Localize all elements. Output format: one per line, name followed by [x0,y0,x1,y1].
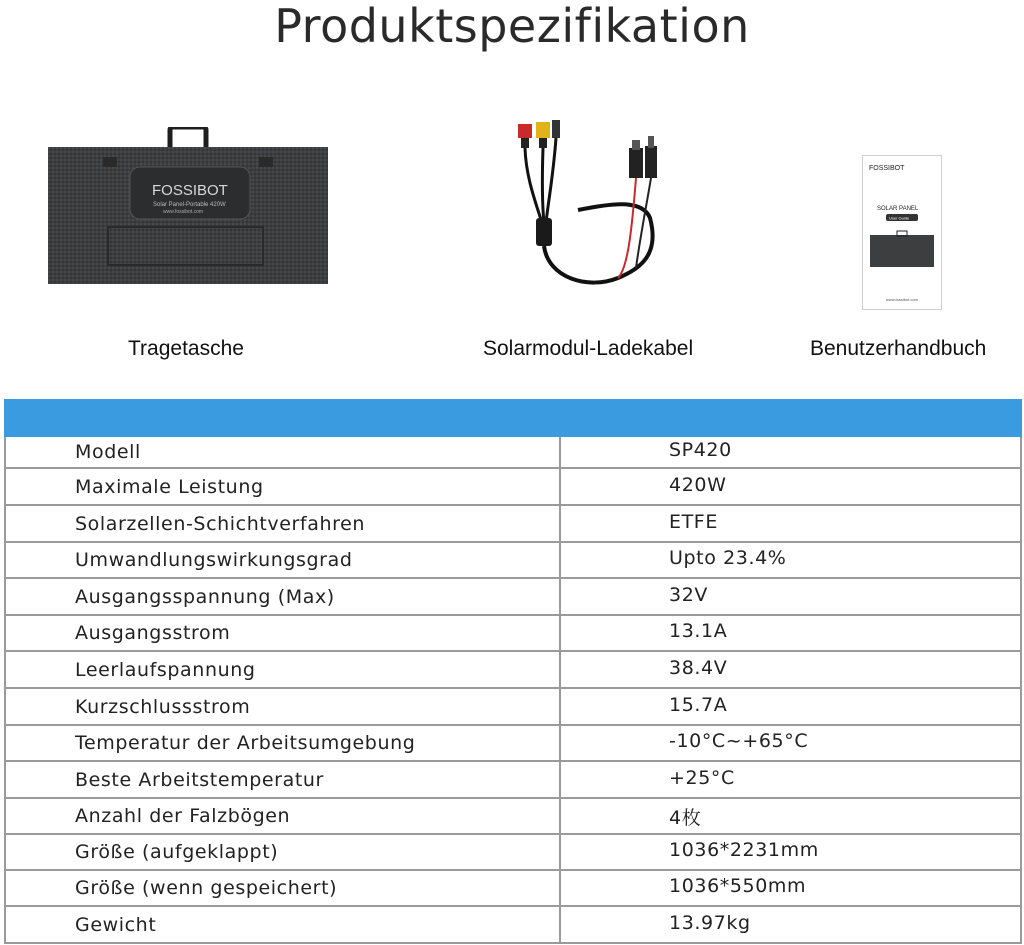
spec-row [4,726,1022,762]
spec-label: Ausgangsspannung (Max) [75,585,335,608]
spec-label: Kurzschlussstrom [75,695,251,718]
spec-value: 4枚 [669,807,702,829]
label-carry-bag: Tragetasche [128,337,244,360]
spec-row [4,437,1022,469]
spec-label: Solarzellen-Schichtverfahren [75,512,366,535]
spec-row [4,543,1022,579]
spec-value: 1036*550mm [669,875,807,897]
carry-bag-image [48,127,328,285]
user-manual-image [862,155,942,310]
bag-url-text: www.fossibot.com [163,209,204,215]
spec-label: Umwandlungswirkungsgrad [75,549,353,571]
spec-label: Größe (wenn gespeichert) [75,877,338,899]
spec-value: SP420 [669,439,732,461]
spec-label: Ausgangsstrom [75,622,231,644]
spec-row [4,799,1022,835]
spec-label: Beste Arbeitstemperatur [75,768,324,791]
spec-value: Upto 23.4% [669,547,787,569]
spec-value: +25°C [669,766,735,789]
spec-label: Anzahl der Falzbögen [75,805,291,827]
spec-row [4,579,1022,616]
bag-subtitle-text: Solar Panel-Portable 420W [153,202,226,208]
spec-value: 13.97kg [669,911,751,934]
spec-value: 1036*2231mm [669,839,819,861]
spec-value: 15.7A [669,693,728,716]
spec-row [4,652,1022,689]
manual-subtitle-text: User Guide [889,215,910,221]
spec-label: Gewicht [75,913,157,936]
spec-table-header [4,399,1022,437]
spec-value: 420W [669,473,727,496]
spec-row [4,835,1022,871]
spec-value: ETFE [669,510,718,533]
spec-row [4,762,1022,799]
spec-row [4,871,1022,907]
spec-table [4,399,1022,944]
spec-row [4,616,1022,652]
spec-value: 38.4V [669,656,728,679]
bag-brand-logo: FOSSIBOT [152,182,228,199]
label-user-manual: Benutzerhandbuch [810,337,987,360]
spec-label: Leerlaufspannung [75,658,256,681]
spec-value: 32V [669,583,708,606]
spec-row [4,689,1022,726]
label-charging-cable: Solarmodul-Ladekabel [483,337,694,360]
spec-label: Modell [75,441,141,463]
spec-value: -10°C~+65°C [669,730,809,752]
manual-brand-logo: FOSSIBOT [869,165,905,172]
spec-label: Temperatur der Arbeitsumgebung [75,732,416,754]
charging-cable-image [508,118,678,294]
spec-row [4,506,1022,543]
spec-label: Maximale Leistung [75,475,264,498]
spec-row [4,907,1022,944]
spec-row [4,469,1022,506]
manual-url-text: www.fossibot.com [886,297,919,302]
manual-title-text: SOLAR PANEL [877,206,919,212]
spec-label: Größe (aufgeklappt) [75,841,279,863]
page-title: Produktspezifikation [274,0,750,53]
spec-value: 13.1A [669,620,728,642]
